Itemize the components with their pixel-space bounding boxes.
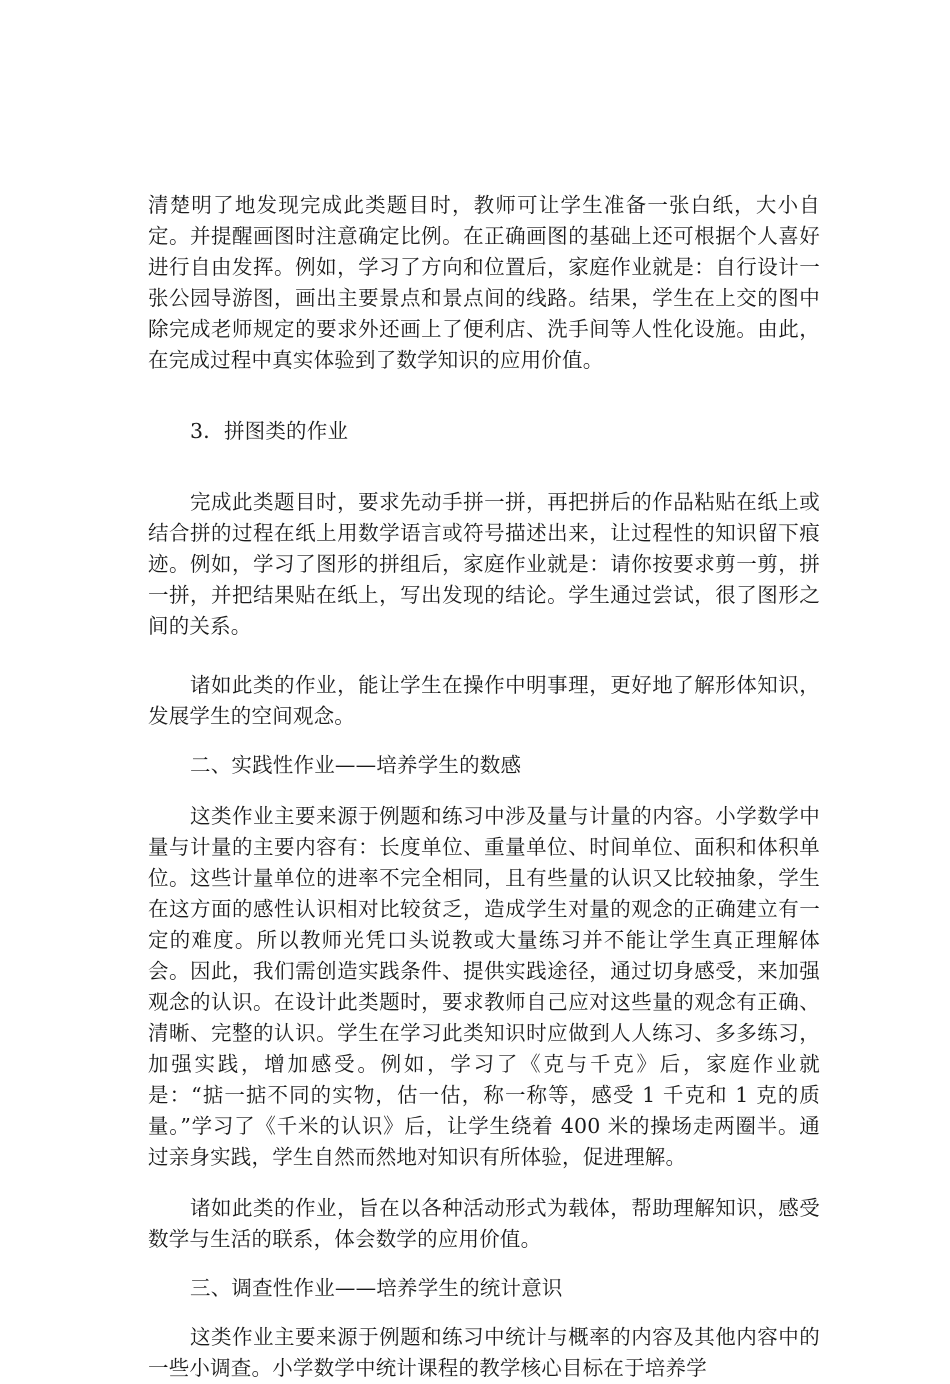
section-heading-survey-homework: 三、调查性作业——培养学生的统计意识 [190,1276,563,1300]
document-page [148,190,820,1384]
continuation-paragraph: 清楚明了地发现完成此类题目时，教师可让学生准备一张白纸，大小自定。并提醒画图时注意确定比例。在正确画图的基础上还可根据个人喜好进行自由发挥。例如，学习了方向和位置后，家庭作业就是：自行设计一张公园导游图，画出主要景点和景点间的线路。结果，学生在上交的图中除完成老师规定的要求外还画上了便利店、洗手间等人性化设施。由此，在完成过程中真实体验到了数学知识的应用价值。 [148,193,820,372]
body-paragraph-puzzle: 完成此类题目时，要求先动手拼一拼，再把拼后的作品粘贴在纸上或结合拼的过程在纸上用数学语言或符号描述出来，让过程性的知识留下痕迹。例如，学习了图形的拼组后，家庭作业就是：请你按要求剪一剪，拼一拼，并把结果贴在纸上，写出发现的结论。学生通过尝试，很了图形之间的关系。 [148,490,820,638]
body-paragraph-survey: 这类作业主要来源于例题和练习中统计与概率的内容及其他内容中的一些小调查。小学数学中统计课程的教学核心目标在于培养学 [148,1325,820,1380]
body-paragraph-puzzle-summary: 诸如此类的作业，能让学生在操作中明事理，更好地了解形体知识，发展学生的空间观念。 [148,673,820,728]
body-paragraph-practice: 这类作业主要来源于例题和练习中涉及量与计量的内容。小学数学中量与计量的主要内容有：长度单位、重量单位、时间单位、面积和体积单位。这些计量单位的进率不完全相同，且有些量的认识又比较抽象，学生在这方面的感性认识相对比较贫乏，造成学生对量的观念的正确建立有一定的难度。所以教师光凭口头说教或大量练习并不能让学生真正理解体会。因此，我们需创造实践条件、提供实践途径，通过切身感受，来加强观念的认识。在设计此类题时，要求教师自己应对这些量的观念有正确、清晰、完整的认识。学生在学习此类知识时应做到人人练习、多多练习，加强实践，增加感受。例如，学习了《克与千克》后，家庭作业就是：“掂一掂不同的实物，估一估，称一称等，感受 1 千克和 1 克的质量。”学习了《千米的认识》后，让学生绕着 400 米的操场走两圈半。通过亲身实践，学生自然而然地对知识有所体验，促进理解。 [148,804,820,1169]
section-heading-puzzle-homework: 3．拼图类的作业 [190,419,349,443]
section-heading-practice-homework: 二、实践性作业——培养学生的数感 [190,753,522,777]
body-paragraph-practice-summary: 诸如此类的作业，旨在以各种活动形式为载体，帮助理解知识，感受数学与生活的联系，体会数学的应用价值。 [148,1196,820,1251]
